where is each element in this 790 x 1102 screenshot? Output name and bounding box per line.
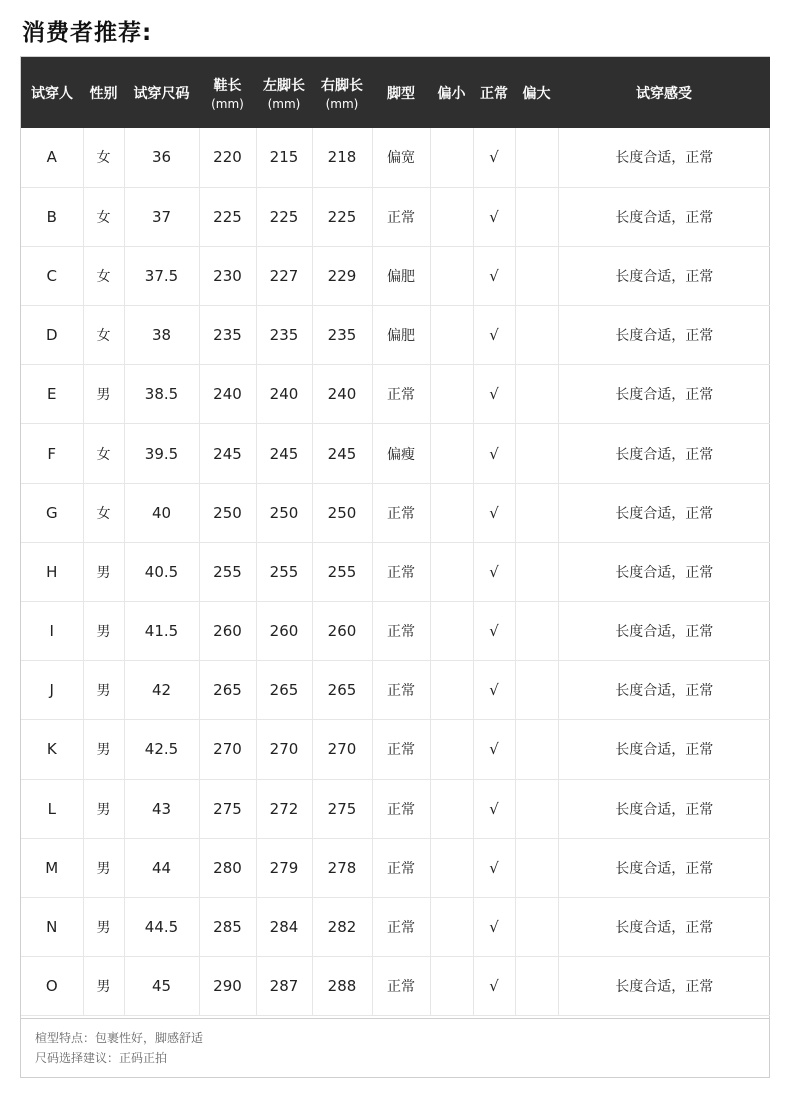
shoe-length-cell: 225 xyxy=(199,187,256,246)
gender-cell: 男 xyxy=(83,542,124,601)
feeling-cell: 长度合适，正常 xyxy=(558,365,770,424)
feeling-cell: 长度合适，正常 xyxy=(558,897,770,956)
table-row xyxy=(21,720,770,779)
table-row xyxy=(21,187,770,246)
right-foot-length-cell: 270 xyxy=(312,720,372,779)
table-row xyxy=(21,897,770,956)
right-foot-length-cell: 245 xyxy=(312,424,372,483)
small-cell xyxy=(430,779,473,838)
size-cell: 42.5 xyxy=(124,720,199,779)
small-cell xyxy=(430,246,473,305)
foot-type-cell: 正常 xyxy=(372,897,430,956)
small-cell xyxy=(430,602,473,661)
header-unit: (mm) xyxy=(267,96,301,111)
left-foot-length-cell: 265 xyxy=(256,661,312,720)
foot-type-cell: 偏瘦 xyxy=(372,424,430,483)
header-label: 右脚长 xyxy=(321,77,363,94)
feeling-cell: 长度合适，正常 xyxy=(558,306,770,365)
shoe-length-cell: 270 xyxy=(199,720,256,779)
table-row xyxy=(21,128,770,187)
foot-type-cell: 偏宽 xyxy=(372,128,430,187)
gender-cell: 女 xyxy=(83,424,124,483)
shoe-length-cell: 260 xyxy=(199,602,256,661)
header-small xyxy=(430,57,473,128)
small-cell xyxy=(430,128,473,187)
table-row xyxy=(21,483,770,542)
size-cell: 39.5 xyxy=(124,424,199,483)
table-row xyxy=(21,365,770,424)
right-foot-length-cell: 235 xyxy=(312,306,372,365)
left-foot-length-cell: 279 xyxy=(256,838,312,897)
left-foot-length-cell: 287 xyxy=(256,957,312,1016)
header-label: 试穿尺码 xyxy=(133,85,190,102)
size-cell: 38 xyxy=(124,306,199,365)
left-foot-length-cell: 215 xyxy=(256,128,312,187)
tester-cell: E xyxy=(21,365,83,424)
size-advice-note: 尺码选择建议：正码正拍 xyxy=(35,1051,168,1065)
left-foot-length-cell: 260 xyxy=(256,602,312,661)
large-cell xyxy=(515,483,558,542)
shoe-length-cell: 290 xyxy=(199,957,256,1016)
feeling-cell: 长度合适，正常 xyxy=(558,246,770,305)
right-foot-length-cell: 250 xyxy=(312,483,372,542)
normal-cell: √ xyxy=(473,128,515,187)
large-cell xyxy=(515,306,558,365)
gender-cell: 女 xyxy=(83,128,124,187)
gender-cell: 男 xyxy=(83,602,124,661)
size-cell: 40.5 xyxy=(124,542,199,601)
foot-type-cell: 正常 xyxy=(372,187,430,246)
large-cell xyxy=(515,365,558,424)
foot-type-cell: 偏肥 xyxy=(372,306,430,365)
normal-cell: √ xyxy=(473,838,515,897)
feeling-cell: 长度合适，正常 xyxy=(558,542,770,601)
feeling-cell: 长度合适，正常 xyxy=(558,424,770,483)
header-normal xyxy=(473,57,515,128)
shoe-length-cell: 285 xyxy=(199,897,256,956)
header-label: 左脚长 xyxy=(263,77,305,94)
large-cell xyxy=(515,720,558,779)
shoe-length-cell: 280 xyxy=(199,838,256,897)
header-label: 正常 xyxy=(480,85,508,102)
page-title: 消费者推荐: xyxy=(22,20,153,46)
large-cell xyxy=(515,897,558,956)
small-cell xyxy=(430,365,473,424)
large-cell xyxy=(515,128,558,187)
left-foot-length-cell: 284 xyxy=(256,897,312,956)
size-recommendation-table-container xyxy=(20,56,770,1078)
feeling-cell: 长度合适，正常 xyxy=(558,602,770,661)
gender-cell: 男 xyxy=(83,838,124,897)
large-cell xyxy=(515,957,558,1016)
tester-cell: C xyxy=(21,246,83,305)
tester-cell: G xyxy=(21,483,83,542)
size-cell: 36 xyxy=(124,128,199,187)
gender-cell: 男 xyxy=(83,897,124,956)
normal-cell: √ xyxy=(473,897,515,956)
shoe-length-cell: 220 xyxy=(199,128,256,187)
table-row xyxy=(21,306,770,365)
small-cell xyxy=(430,720,473,779)
size-cell: 44 xyxy=(124,838,199,897)
gender-cell: 男 xyxy=(83,779,124,838)
header-label: 试穿感受 xyxy=(636,85,692,102)
normal-cell: √ xyxy=(473,957,515,1016)
large-cell xyxy=(515,661,558,720)
size-cell: 45 xyxy=(124,957,199,1016)
right-foot-length-cell: 240 xyxy=(312,365,372,424)
normal-cell: √ xyxy=(473,365,515,424)
left-foot-length-cell: 250 xyxy=(256,483,312,542)
right-foot-length-cell: 282 xyxy=(312,897,372,956)
left-foot-length-cell: 272 xyxy=(256,779,312,838)
size-cell: 43 xyxy=(124,779,199,838)
foot-type-cell: 正常 xyxy=(372,779,430,838)
small-cell xyxy=(430,542,473,601)
feeling-cell: 长度合适，正常 xyxy=(558,720,770,779)
size-cell: 38.5 xyxy=(124,365,199,424)
header-unit: (mm) xyxy=(325,96,359,111)
gender-cell: 男 xyxy=(83,957,124,1016)
table-body xyxy=(21,128,770,1016)
size-recommendation-table xyxy=(21,57,770,1016)
left-foot-length-cell: 240 xyxy=(256,365,312,424)
tester-cell: K xyxy=(21,720,83,779)
header-unit: (mm) xyxy=(211,96,244,111)
small-cell xyxy=(430,661,473,720)
tester-cell: J xyxy=(21,661,83,720)
small-cell xyxy=(430,897,473,956)
left-foot-length-cell: 227 xyxy=(256,246,312,305)
size-cell: 42 xyxy=(124,661,199,720)
table-header-row xyxy=(21,57,770,128)
large-cell xyxy=(515,187,558,246)
feeling-cell: 长度合适，正常 xyxy=(558,187,770,246)
gender-cell: 男 xyxy=(83,365,124,424)
small-cell xyxy=(430,187,473,246)
header-label: 鞋长 xyxy=(213,77,242,94)
foot-type-cell: 正常 xyxy=(372,720,430,779)
right-foot-length-cell: 288 xyxy=(312,957,372,1016)
feeling-cell: 长度合适，正常 xyxy=(558,779,770,838)
large-cell xyxy=(515,424,558,483)
gender-cell: 男 xyxy=(83,661,124,720)
header-label: 脚型 xyxy=(387,85,415,102)
table-row xyxy=(21,661,770,720)
header-label: 试穿人 xyxy=(31,85,73,102)
foot-type-cell: 正常 xyxy=(372,483,430,542)
gender-cell: 女 xyxy=(83,187,124,246)
normal-cell: √ xyxy=(473,424,515,483)
left-foot-length-cell: 235 xyxy=(256,306,312,365)
feeling-cell: 长度合适，正常 xyxy=(558,483,770,542)
tester-cell: M xyxy=(21,838,83,897)
foot-type-cell: 正常 xyxy=(372,661,430,720)
gender-cell: 女 xyxy=(83,306,124,365)
foot-type-cell: 正常 xyxy=(372,365,430,424)
table-row xyxy=(21,542,770,601)
normal-cell: √ xyxy=(473,187,515,246)
right-foot-length-cell: 225 xyxy=(312,187,372,246)
shoe-length-cell: 265 xyxy=(199,661,256,720)
tester-cell: D xyxy=(21,306,83,365)
foot-type-cell: 正常 xyxy=(372,602,430,661)
header-left-foot-length xyxy=(256,57,312,128)
header-label: 偏小 xyxy=(437,85,466,102)
left-foot-length-cell: 255 xyxy=(256,542,312,601)
right-foot-length-cell: 229 xyxy=(312,246,372,305)
normal-cell: √ xyxy=(473,246,515,305)
shoe-length-cell: 245 xyxy=(199,424,256,483)
tester-cell: L xyxy=(21,779,83,838)
shoe-length-cell: 250 xyxy=(199,483,256,542)
foot-type-cell: 偏肥 xyxy=(372,246,430,305)
small-cell xyxy=(430,306,473,365)
normal-cell: √ xyxy=(473,661,515,720)
tester-cell: N xyxy=(21,897,83,956)
shoe-length-cell: 255 xyxy=(199,542,256,601)
right-foot-length-cell: 265 xyxy=(312,661,372,720)
large-cell xyxy=(515,838,558,897)
normal-cell: √ xyxy=(473,602,515,661)
feeling-cell: 长度合适，正常 xyxy=(558,661,770,720)
table-row xyxy=(21,424,770,483)
gender-cell: 女 xyxy=(83,246,124,305)
normal-cell: √ xyxy=(473,483,515,542)
header-shoe-length xyxy=(199,57,256,128)
size-cell: 44.5 xyxy=(124,897,199,956)
small-cell xyxy=(430,424,473,483)
header-right-foot-length xyxy=(312,57,372,128)
table-row xyxy=(21,838,770,897)
shoe-length-cell: 275 xyxy=(199,779,256,838)
header-large xyxy=(515,57,558,128)
large-cell xyxy=(515,602,558,661)
foot-type-cell: 正常 xyxy=(372,542,430,601)
table-row xyxy=(21,602,770,661)
feeling-cell: 长度合适，正常 xyxy=(558,838,770,897)
tester-cell: A xyxy=(21,128,83,187)
size-cell: 37.5 xyxy=(124,246,199,305)
header-gender xyxy=(83,57,124,128)
notes-section xyxy=(21,1018,769,1068)
table-row xyxy=(21,779,770,838)
feeling-cell: 长度合适，正常 xyxy=(558,957,770,1016)
small-cell xyxy=(430,838,473,897)
header-size xyxy=(124,57,199,128)
header-feeling xyxy=(558,57,770,128)
large-cell xyxy=(515,779,558,838)
right-foot-length-cell: 275 xyxy=(312,779,372,838)
normal-cell: √ xyxy=(473,720,515,779)
large-cell xyxy=(515,246,558,305)
small-cell xyxy=(430,483,473,542)
header-label: 偏大 xyxy=(522,85,551,102)
foot-type-cell: 正常 xyxy=(372,957,430,1016)
right-foot-length-cell: 255 xyxy=(312,542,372,601)
gender-cell: 男 xyxy=(83,720,124,779)
tester-cell: O xyxy=(21,957,83,1016)
left-foot-length-cell: 245 xyxy=(256,424,312,483)
left-foot-length-cell: 225 xyxy=(256,187,312,246)
header-foot-type xyxy=(372,57,430,128)
feeling-cell: 长度合适，正常 xyxy=(558,128,770,187)
tester-cell: B xyxy=(21,187,83,246)
shoe-length-cell: 235 xyxy=(199,306,256,365)
normal-cell: √ xyxy=(473,779,515,838)
table-row xyxy=(21,957,770,1016)
header-tester xyxy=(21,57,83,128)
size-cell: 37 xyxy=(124,187,199,246)
tester-cell: H xyxy=(21,542,83,601)
header-label: 性别 xyxy=(89,85,118,102)
large-cell xyxy=(515,542,558,601)
table-row xyxy=(21,246,770,305)
normal-cell: √ xyxy=(473,542,515,601)
left-foot-length-cell: 270 xyxy=(256,720,312,779)
shoe-length-cell: 230 xyxy=(199,246,256,305)
gender-cell: 女 xyxy=(83,483,124,542)
foot-type-cell: 正常 xyxy=(372,838,430,897)
normal-cell: √ xyxy=(473,306,515,365)
tester-cell: F xyxy=(21,424,83,483)
shoe-length-cell: 240 xyxy=(199,365,256,424)
size-cell: 41.5 xyxy=(124,602,199,661)
tester-cell: I xyxy=(21,602,83,661)
right-foot-length-cell: 278 xyxy=(312,838,372,897)
small-cell xyxy=(430,957,473,1016)
right-foot-length-cell: 260 xyxy=(312,602,372,661)
right-foot-length-cell: 218 xyxy=(312,128,372,187)
last-feature-note: 楦型特点：包裹性好，脚感舒适 xyxy=(35,1031,204,1045)
size-cell: 40 xyxy=(124,483,199,542)
